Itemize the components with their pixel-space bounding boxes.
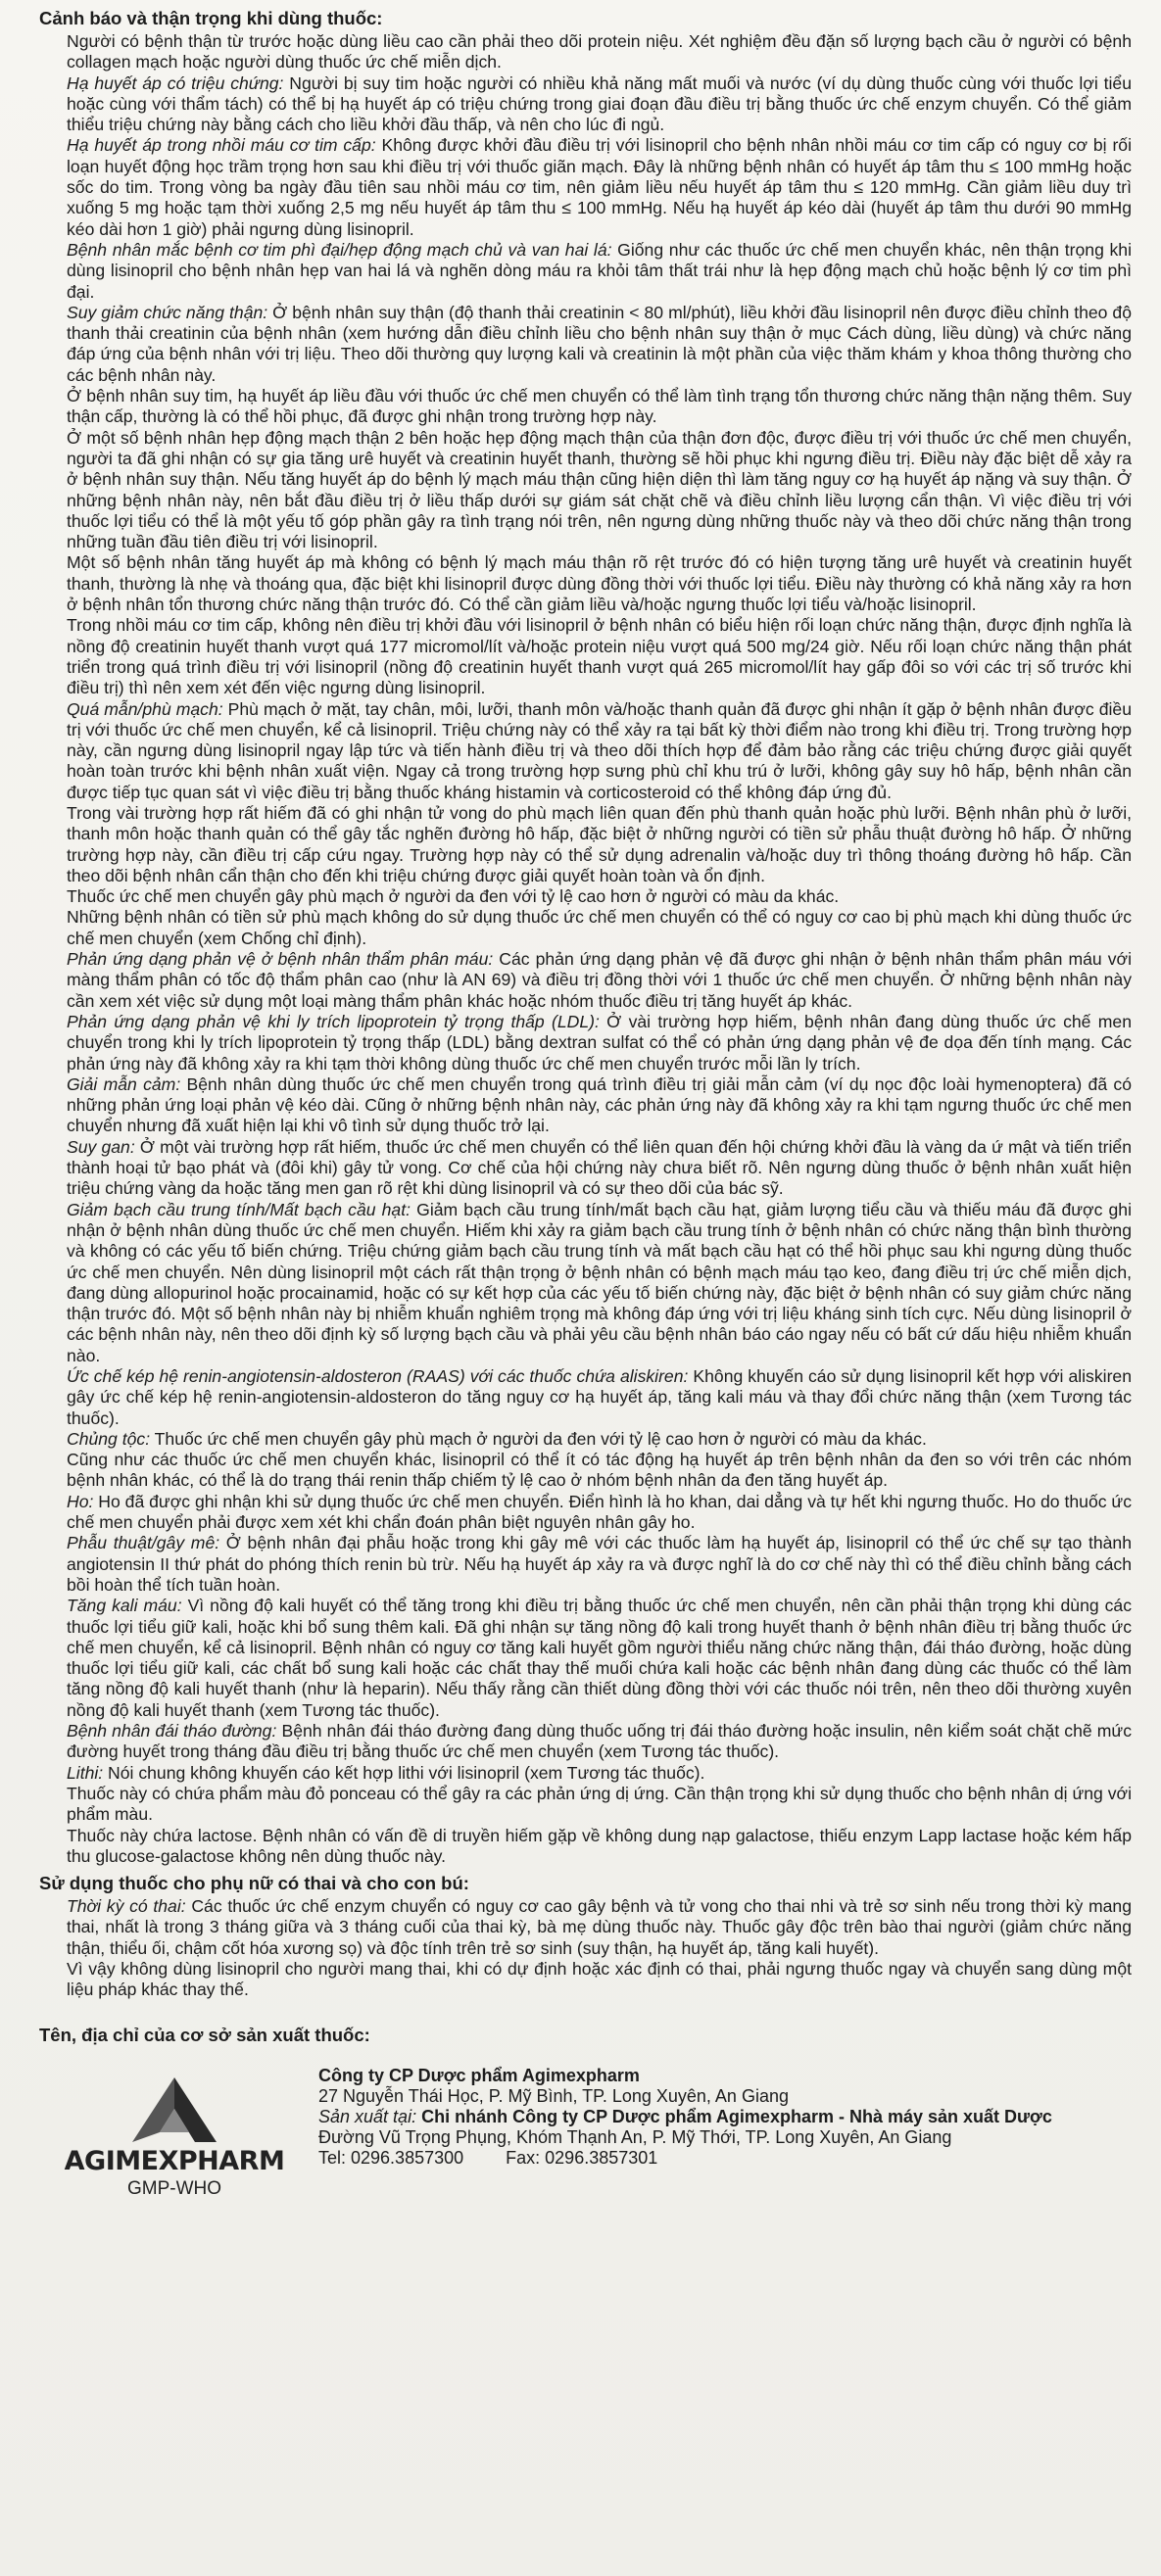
paragraph-text: Ở bệnh nhân đại phẫu hoặc trong khi gây mê với các thuốc làm hạ huyết áp, lisinopril có thể ức chế sự tạo thành angiotensin II thứ phát do phóng thích renin bù trừ. Nếu hạ huyết áp xảy ra và được nghĩ là do cơ chế này thì có thể điều chỉnh bằng cách bồi hoàn thể tích tuần hoàn.: [67, 1533, 1132, 1595]
paragraph-text: Thuốc này có chứa phẩm màu đỏ ponceau có thể gây ra các phản ứng dị ứng. Cần thận trọng khi sử dụng thuốc cho bệnh nhân dị ứng với phẩm màu.: [67, 1783, 1132, 1825]
production-site-name: Chi nhánh Công ty CP Dược phẩm Agimexpharm - Nhà máy sản xuất Dược: [421, 2106, 1052, 2126]
fax: Fax: 0296.3857301: [506, 2147, 658, 2168]
paragraph: [39, 73, 1132, 136]
leaflet-body: [39, 8, 1132, 2001]
paragraph: [39, 907, 1132, 949]
paragraph: [39, 1826, 1132, 1868]
paragraph: [39, 1429, 1132, 1450]
paragraph: [39, 1492, 1132, 1534]
production-site: [318, 2107, 1161, 2127]
paragraph: [39, 615, 1132, 698]
paragraph-text: Ở một vài trường hợp rất hiếm, thuốc ức chế men chuyển có thể liên quan đến hội chứng khởi đầu là vàng da ứ mật và tiến triển thành hoại tử bạo phát và (đôi khi) gây tử vong. Cơ chế của hội chứng này chưa biết rõ. Nên ngưng dùng thuốc ở bệnh nhân xuất hiện triệu chứng vàng da hoặc tăng men gan rõ rệt khi dùng lisinopril và có sự theo dõi của bác sỹ.: [67, 1136, 1133, 1199]
telephone: Tel: 0296.3857300: [318, 2147, 464, 2168]
manufacturer-heading: Tên, địa chỉ của cơ sở sản xuất thuốc:: [39, 2024, 370, 2045]
paragraph-title: Giảm bạch cầu trung tính/Mất bạch cầu hạt:: [67, 1199, 411, 1219]
paragraph-title: Suy giảm chức năng thận:: [67, 302, 268, 322]
paragraph-title: Chủng tộc:: [67, 1428, 151, 1449]
paragraph-text: Thuốc này chứa lactose. Bệnh nhân có vấn đề di truyền hiếm gặp về không dung nạp galactose, thiếu enzym Lapp lactase hoặc kém hấp thu glucose-galactose không nên dùng thuốc này.: [67, 1825, 1132, 1866]
paragraph-text: Giảm bạch cầu trung tính/mất bạch cầu hạt, giảm lượng tiểu cầu và thiếu máu đã được ghi nhận ở bệnh nhân dùng thuốc ức chế men chuyển. Hiếm khi xảy ra giảm bạch cầu trung tính ở bệnh nhân có chức năng thận bình thường và không có các yếu tố biến chứng. Triệu chứng giảm bạch cầu trung tính và mất bạch cầu hạt có thể hồi phục sau khi ngưng dùng thuốc ức chế men chuyển. Nên dùng lisinopril một cách rất thận trọng ở bệnh nhân có bệnh mạch máu tạo keo, đang điều trị ức chế miễn dịch, đang dùng allopurinol hoặc procainamid, hoặc có sự kết hợp của các yếu tố biến chứng này, đặc biệt ở bệnh nhân có suy giảm chức năng thận trước đó. Một số bệnh nhân này bị nhiễm khuẩn nghiêm trọng mà không đáp ứng với trị liệu kháng sinh tích cực. Nếu dùng lisinopril ở các bệnh nhân này, nên theo dõi định kỳ số lượng bạch cầu và phải yêu cầu bệnh nhân báo cáo ngay nếu có bất cứ dấu hiệu nhiễm khuẩn nào.: [67, 1199, 1132, 1365]
paragraph: [39, 1012, 1132, 1074]
paragraph-text: Phù mạch ở mặt, tay chân, môi, lưỡi, thanh môn và/hoặc thanh quản đã được ghi nhận ít gặp ở bệnh nhân được điều trị với thuốc ức chế men chuyển, kể cả lisinopril. Triệu chứng này có thể xảy ra tại bất kỳ thời điểm nào trong khi điều trị. Trong trường hợp này, cần ngưng dùng lisinopril ngay lập tức và tiến hành điều trị và theo dõi thích hợp để đảm bảo rằng các triệu chứng được giải quyết hoàn toàn trước khi bệnh nhân xuất viện. Ngay cả trong trường hợp sưng phù chỉ khu trú ở lưỡi, không gây suy hô hấp, bệnh nhân cần được tiếp tục quan sát vì việc điều trị bằng thuốc kháng histamin và corticosteroid có thể không đáp ứng đủ.: [67, 698, 1132, 802]
paragraph-title: Hạ huyết áp có triệu chứng:: [67, 72, 284, 93]
production-site-label: Sản xuất tại:: [318, 2106, 417, 2126]
paragraph-text: Ho đã được ghi nhận khi sử dụng thuốc ức chế men chuyển. Điển hình là ho khan, dai dẳng và tự hết khi ngưng thuốc. Ho do thuốc ức chế men chuyển phải được xem xét khi chẩn đoán phân biệt nguyên nhân gây ho.: [67, 1491, 1132, 1533]
paragraph: [39, 428, 1132, 553]
paragraph: [39, 1074, 1132, 1137]
paragraph: [39, 1200, 1132, 1366]
paragraph-text: Nói chung không khuyến cáo kết hợp lithi với lisinopril (xem Tương tác thuốc).: [103, 1762, 705, 1783]
paragraph-text: Ở bệnh nhân suy thận (độ thanh thải creatinin < 80 ml/phút), liều khởi đầu lisinopril nên được điều chỉnh theo độ thanh thải creatinin của bệnh nhân (xem hướng dẫn điều chỉnh liều cho bệnh nhân suy thận ở mục Cách dùng, liều dùng) và chức năng đáp ứng của bệnh nhân với trị liệu. Theo dõi thường quy lượng kali và creatinin là một phần của việc thăm khám y khoa thông thường cho các bệnh nhân này.: [67, 302, 1132, 385]
paragraph-title: Giải mẫn cảm:: [67, 1073, 181, 1094]
paragraph: [39, 31, 1132, 73]
logo-brand-text: AGIMEXPHARM: [64, 2145, 285, 2176]
paragraph-title: Ức chế kép hệ renin-angiotensin-aldosteron (RAAS) với các thuốc chứa aliskiren:: [67, 1366, 689, 1386]
paragraph-title: Phản ứng dạng phản vệ khi ly trích lipoprotein tỷ trọng thấp (LDL):: [67, 1011, 600, 1031]
paragraph: [39, 949, 1132, 1012]
paragraph-text: Ở vài trường hợp hiếm, bệnh nhân đang dùng thuốc ức chế men chuyển trong khi ly trích lipoprotein tỷ trọng thấp (LDL) bằng dextran sulfat có thể có phản ứng dạng phản vệ đe dọa đến tính mạng. Các phản ứng này đã không xảy ra khi tạm thời không dùng thuốc ức chế men chuyển trước mỗi lần ly trích.: [67, 1011, 1132, 1073]
paragraph-text: Không khuyến cáo sử dụng lisinopril kết hợp với aliskiren gây ức chế kép hệ renin-angiotensin-aldosteron do tăng nguy cơ hạ huyết áp, tăng kali máu và thay đổi chức năng thận (xem Tương tác thuốc).: [67, 1366, 1132, 1428]
paragraph: [39, 1366, 1132, 1429]
paragraph-text: Trong vài trường hợp rất hiếm đã có ghi nhận tử vong do phù mạch liên quan đến phù thanh quản hoặc phù lưỡi. Bệnh nhân phù ở lưỡi, thanh môn hoặc thanh quản có thể gây tắc nghẽn đường hô hấp, đặc biệt ở những người có tiền sử phẫu thuật đường hô hấp. Ở những trường hợp này, cần điều trị cấp cứu ngay. Trường hợp này có thể sử dụng adrenalin và/hoặc duy trì thông thoáng đường hô hấp. Cần theo dõi bệnh nhân cẩn thận cho đến khi triệu chứng được giải quyết hoàn toàn và ổn định.: [67, 802, 1132, 885]
paragraph-title: Phản ứng dạng phản vệ ở bệnh nhân thẩm phân máu:: [67, 949, 494, 970]
paragraph-title: Suy gan:: [67, 1136, 135, 1157]
paragraph: [39, 135, 1132, 239]
paragraph-title: Bệnh nhân mắc bệnh cơ tim phì đại/hẹp động mạch chủ và van hai lá:: [67, 239, 612, 260]
paragraph: [39, 1450, 1132, 1492]
paragraph-text: Giống như các thuốc ức chế men chuyển khác, nên thận trọng khi dùng lisinopril cho bệnh nhân hẹp van hai lá và nghẽn dòng máu ra khỏi tâm thất trái như là hẹp động mạch chủ hoặc bệnh lý cơ tim phì đại.: [67, 239, 1133, 302]
paragraph-text: Các phản ứng dạng phản vệ đã được ghi nhận ở bệnh nhân thẩm phân máu với màng thẩm phân có tốc độ thẩm phân cao (như là AN 69) và điều trị đồng thời với 1 thuốc ức chế men chuyển. Ở những bệnh nhân này cần xem xét việc sử dụng một loại màng thẩm phân khác hoặc nhóm thuốc điều trị tăng huyết áp khác.: [67, 949, 1132, 1011]
paragraph-title: Thời kỳ có thai:: [67, 1896, 186, 1917]
paragraph-text: Không được khởi đầu điều trị với lisinopril cho bệnh nhân nhồi máu cơ tim cấp có nguy cơ bị rối loạn huyết động học trầm trọng hơn sau khi điều trị với thuốc giãn mạch. Đây là những bệnh nhân có huyết áp tâm thu ≤ 100 mmHg hoặc sốc do tim. Trong vòng ba ngày đầu tiên sau nhồi máu cơ tim, nên giảm liều nếu huyết áp tâm thu ≤ 120 mmHg. Cần giảm liều duy trì xuống 5 mg hoặc tạm thời xuống 2,5 mg nếu huyết áp tâm thu ≤ 100 mmHg. Nếu hạ huyết áp kéo dài (huyết áp tâm thu dưới 90 mmHg kéo dài hơn 1 giờ) phải ngưng dùng lisinopril.: [67, 135, 1132, 239]
company-logo: [47, 2075, 302, 2200]
paragraph: [39, 699, 1132, 803]
paragraph-title: Phẫu thuật/gây mê:: [67, 1533, 220, 1553]
paragraph: [39, 303, 1132, 386]
logo-gmp-text: GMP-WHO: [126, 2177, 222, 2199]
paragraph: [39, 386, 1132, 428]
paragraph-text: Bệnh nhân đái tháo đường đang dùng thuốc uống trị đái tháo đường hoặc insulin, nên kiểm soát chặt chẽ mức đường huyết trong tháng đầu điều trị bằng thuốc ức chế men chuyển (xem Tương tác thuốc).: [67, 1721, 1132, 1762]
section-heading: Sử dụng thuốc cho phụ nữ có thai và cho con bú:: [39, 1873, 469, 1894]
paragraph: [39, 1896, 1132, 1959]
section-heading: Cảnh báo và thận trọng khi dùng thuốc:: [39, 8, 383, 28]
paragraph: [39, 803, 1132, 886]
paragraph: [39, 886, 1132, 907]
paragraph-text: Các thuốc ức chế enzym chuyển có nguy cơ cao gây bệnh và tử vong cho thai nhi và trẻ sơ sinh nếu trong thời kỳ mang thai, nhất là trong 3 tháng giữa và 3 tháng cuối của thai kỳ, bà mẹ dùng thuốc này. Thuốc gây độc trên bào thai người (giảm chức năng thận, thiểu ối, chậm cốt hóa xương sọ) và độc tính trên trẻ sơ sinh (suy thận, hạ huyết áp, tăng kali huyết).: [67, 1896, 1132, 1958]
paragraph: [39, 1137, 1132, 1200]
paragraph: [39, 552, 1132, 615]
paragraph-text: Người bị suy tim hoặc người có nhiều khả năng mất muối và nước (ví dụ dùng thuốc cùng với thuốc lợi tiểu hoặc cùng với thẩm tách) có thể bị hạ huyết áp có triệu chứng trong giai đoạn đầu điều trị bằng thuốc ức chế enzym chuyển. Có thể giảm thiểu triệu chứng này bằng cách cho liều khởi đầu thấp, và nên cho lúc đi ngủ.: [67, 72, 1132, 135]
contact-line: [318, 2148, 1161, 2169]
paragraph-title: Ho:: [67, 1491, 94, 1511]
paragraph: [39, 1959, 1132, 2001]
paragraph-text: Ở một số bệnh nhân hẹp động mạch thận 2 bên hoặc hẹp động mạch thận của thận đơn độc, được điều trị với thuốc ức chế men chuyển, người ta đã ghi nhận có sự gia tăng urê huyết và creatinin huyết thanh, thường sẽ hồi phục khi ngưng điều trị. Điều này đặc biệt dễ xảy ra ở bệnh nhân suy thận. Nếu tăng huyết áp do bệnh lý mạch máu thận cũng hiện diện thì làm tăng nguy cơ hạ huyết áp nặng và suy thận. Ở những bệnh nhân này, nên bắt đầu điều trị ở liều thấp dưới sự giám sát chặt chẽ và điều chỉnh liều lượng cẩn thận. Vì việc điều trị với thuốc lợi tiểu có thể là một yếu tố góp phần gây ra tình trạng nói trên, nên ngưng dùng những thuốc này và theo dõi chức năng thận trong những tuần đầu tiên điều trị với lisinopril.: [67, 427, 1132, 552]
paragraph-text: Người có bệnh thận từ trước hoặc dùng liều cao cần phải theo dõi protein niệu. Xét nghiệm đều đặn số lượng bạch cầu ở người có bệnh collagen mạch hoặc người dùng thuốc ức chế miễn dịch.: [67, 31, 1132, 72]
agimexpharm-logo-icon: [130, 2075, 218, 2144]
paragraph-title: Bệnh nhân đái tháo đường:: [67, 1721, 277, 1741]
paragraph-text: Những bệnh nhân có tiền sử phù mạch không do sử dụng thuốc ức chế men chuyển có thể có nguy cơ cao bị phù mạch khi dùng thuốc ức chế men chuyển (xem Chống chỉ định).: [67, 907, 1132, 948]
company-details: [318, 2066, 1161, 2169]
paragraph-text: Trong nhồi máu cơ tim cấp, không nên điều trị khởi đầu với lisinopril ở bệnh nhân có biểu hiện rối loạn chức năng thận, được định nghĩa là nồng độ creatinin huyết thanh vượt quá 177 micromol/lít và/hoặc protein niệu vượt quá 500 mg/24 giờ. Nếu rối loạn chức năng thận phát triển trong quá trình điều trị với lisinopril (nồng độ creatinin huyết thanh vượt quá 265 micromol/lít hay gấp đôi so với các trị số trước khi điều trị) thì nên xem xét đến việc ngưng dùng lisinopril.: [67, 615, 1132, 698]
paragraph: [39, 1596, 1132, 1721]
paragraph-title: Lithi:: [67, 1762, 104, 1783]
paragraph-title: Tăng kali máu:: [67, 1596, 182, 1616]
paragraph: [39, 1784, 1132, 1826]
paragraph-text: Thuốc ức chế men chuyển gây phù mạch ở người da đen với tỷ lệ cao hơn ở người có màu da khác.: [150, 1428, 927, 1449]
production-site-address: Đường Vũ Trọng Phụng, Khóm Thạnh An, P. Mỹ Thới, TP. Long Xuyên, An Giang: [318, 2126, 952, 2147]
paragraph-text: Thuốc ức chế men chuyển gây phù mạch ở người da đen với tỷ lệ cao hơn ở người có màu da khác.: [67, 886, 840, 907]
paragraph-text: Ở bệnh nhân suy tim, hạ huyết áp liều đầu với thuốc ức chế men chuyển có thể làm tình trạng tổn thương chức năng thận nặng thêm. Suy thận cấp, thường là có thể hồi phục, đã được ghi nhận trong trường hợp này.: [67, 386, 1132, 427]
manufacturer-block: [39, 2066, 1132, 2213]
paragraph-title: Quá mẫn/phù mạch:: [67, 698, 223, 719]
paragraph-text: Cũng như các thuốc ức chế men chuyển khác, lisinopril có thể ít có tác động hạ huyết áp trên bệnh nhân da đen so với trên các nhóm bệnh nhân khác, có thể là do trạng thái renin thấp chiếm tỷ lệ cao ở nhóm bệnh nhân da đen tăng huyết áp.: [67, 1450, 1132, 1491]
company-address: 27 Nguyễn Thái Học, P. Mỹ Bình, TP. Long Xuyên, An Giang: [318, 2085, 789, 2106]
paragraph-text: Vì vậy không dùng lisinopril cho người mang thai, khi có dự định hoặc xác định có thai, phải ngưng thuốc ngay và chuyển sang dùng một liệu pháp khác thay thế.: [67, 1959, 1132, 2000]
paragraph: [39, 1533, 1132, 1596]
paragraph-title: Hạ huyết áp trong nhồi máu cơ tim cấp:: [67, 135, 376, 156]
paragraph-text: Vì nồng độ kali huyết có thể tăng trong khi điều trị bằng thuốc ức chế men chuyển, nên cần phải thận trọng khi dùng các thuốc lợi tiểu giữ kali, hoặc khi bổ sung thêm kali. Đã ghi nhận sự tăng nồng độ kali trong huyết thanh ở bệnh nhân điều trị bằng thuốc ức chế men chuyển, kể cả lisinopril. Bệnh nhân có nguy cơ tăng kali huyết gồm người thiểu năng chức năng thận, đái tháo đường, hoặc dùng thuốc lợi tiểu giữ kali, các chất bổ sung kali hoặc các chất thay thế muối chứa kali hoặc các bệnh nhân đang dùng các thuốc có thể làm tăng nồng độ kali huyết thanh (như là heparin). Nếu thấy rằng cần thiết dùng đồng thời với các thuốc nói trên, nên theo dõi thường xuyên nồng độ kali huyết thanh (xem Tương tác thuốc).: [67, 1596, 1133, 1720]
paragraph-text: Bệnh nhân dùng thuốc ức chế men chuyển trong quá trình điều trị giải mẫn cảm (ví dụ nọc độc loài hymenoptera) đã có những phản ứng loại phản vệ kéo dài. Cũng ở những bệnh nhân này, các phản ứng này đã không xảy ra khi tạm ngưng thuốc ức chế men chuyển nhưng đã xuất hiện lại khi vô tình sử dụng thuốc trở lại.: [67, 1073, 1132, 1136]
paragraph: [39, 1763, 1132, 1784]
paragraph: [39, 240, 1132, 303]
paragraph-text: Một số bệnh nhân tăng huyết áp mà không có bệnh lý mạch máu thận rõ rệt trước đó có hiện tượng tăng urê huyết và creatinin huyết thanh, thường là nhẹ và thoáng qua, đặc biệt khi lisinopril được dùng đồng thời với thuốc lợi tiểu. Điều này thường có khả năng xảy ra hơn ở bệnh nhân tổn thương chức năng thận trước đó. Có thể cần giảm liều và/hoặc ngưng thuốc lợi tiểu và/hoặc lisinopril.: [67, 552, 1132, 615]
company-name: Công ty CP Dược phẩm Agimexpharm: [318, 2065, 640, 2085]
paragraph: [39, 1721, 1132, 1763]
